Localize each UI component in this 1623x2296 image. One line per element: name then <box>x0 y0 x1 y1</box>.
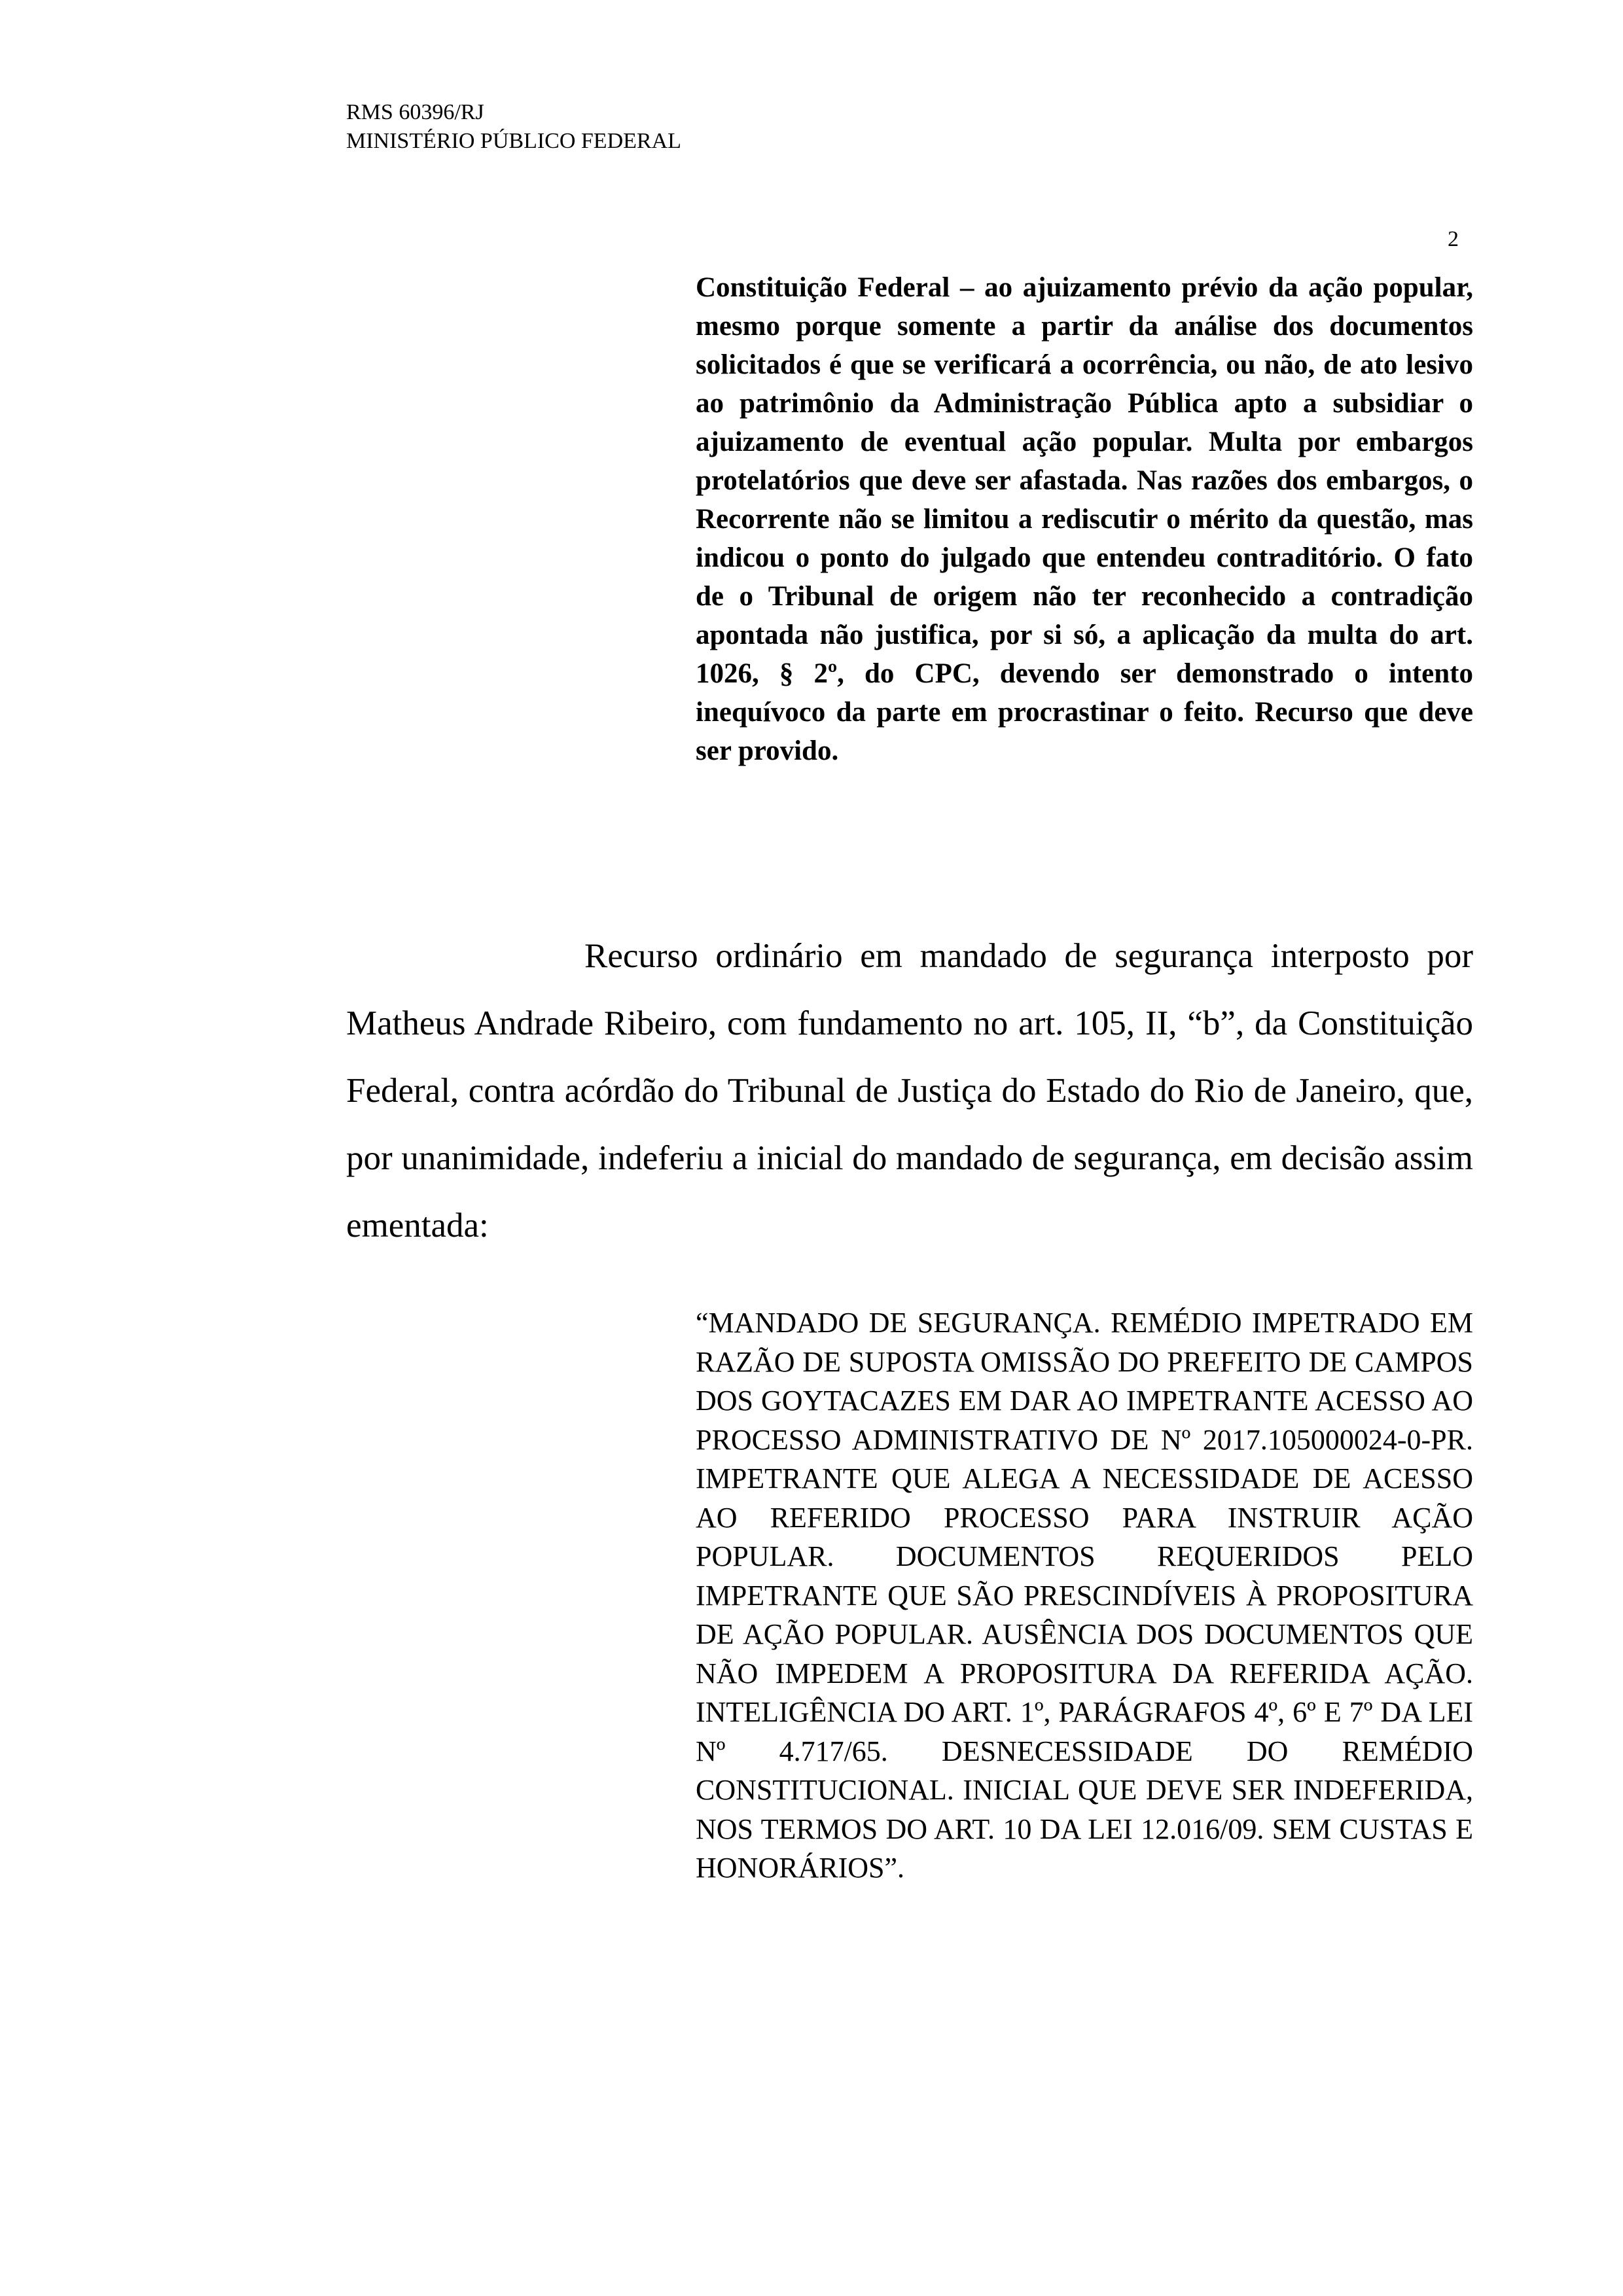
page-header <box>346 98 1459 251</box>
quoted-ementa: “MANDADO DE SEGURANÇA. REMÉDIO IMPETRADO EM RAZÃO DE SUPOSTA OMISSÃO DO PREFEITO DE CAMPOS DOS GOYTACAZES EM DAR AO IMPETRANTE ACESSO AO PROCESSO ADMINISTRATIVO DE Nº 2017.105000024-0-PR. IMPETRANTE QUE ALEGA A NECESSIDADE DE ACESSO AO REFERIDO PROCESSO PARA INSTRUIR AÇÃO POPULAR. DOCUMENTOS REQUERIDOS PELO IMPETRANTE QUE SÃO PRESCINDÍVEIS À PROPOSITURA DE AÇÃO POPULAR. AUSÊNCIA DOS DOCUMENTOS QUE NÃO IMPEDEM A PROPOSITURA DA REFERIDA AÇÃO. INTELIGÊNCIA DO ART. 1º, PARÁGRAFOS 4º, 6º E 7º DA LEI Nº 4.717/65. DESNECESSIDADE DO REMÉDIO CONSTITUCIONAL. INICIAL QUE DEVE SER INDEFERIDA, NOS TERMOS DO ART. 10 DA LEI 12.016/09. SEM CUSTAS E HONORÁRIOS”. <box>696 1307 1473 1884</box>
page-number: 2 <box>1448 227 1459 251</box>
institution-name: MINISTÉRIO PÚBLICO FEDERAL <box>346 129 681 153</box>
body-paragraph: Recurso ordinário em mandado de segurança interposto por Matheus Andrade Ribeiro, com fundamento no art. 105, II, “b”, da Constituição Federal, contra acórdão do Tribunal de Justiça do Estado do Rio de Janeiro, que, por unanimidade, indeferiu a inicial do mandado de segurança, em decisão assim ementada: <box>346 937 1473 1245</box>
case-number: RMS 60396/RJ <box>346 100 484 124</box>
ementa-summary: Constituição Federal – ao ajuizamento prévio da ação popular, mesmo porque somente a partir da análise dos documentos solicitados é que se verificará a ocorrência, ou não, de ato lesivo ao patrimônio da Administração Pública apto a subsidiar o ajuizamento de eventual ação popular. Multa por embargos protelatórios que deve ser afastada. Nas razões dos embargos, o Recorrente não se limitou a rediscutir o mérito da questão, mas indicou o ponto do julgado que entendeu contraditório. O fato de o Tribunal de origem não ter reconhecido a contradição apontada não justifica, por si só, a aplicação da multa do art. 1026, § 2º, do CPC, devendo ser demonstrado o intento inequívoco da parte em procrastinar o feito. Recurso que deve ser provido. <box>696 272 1473 766</box>
